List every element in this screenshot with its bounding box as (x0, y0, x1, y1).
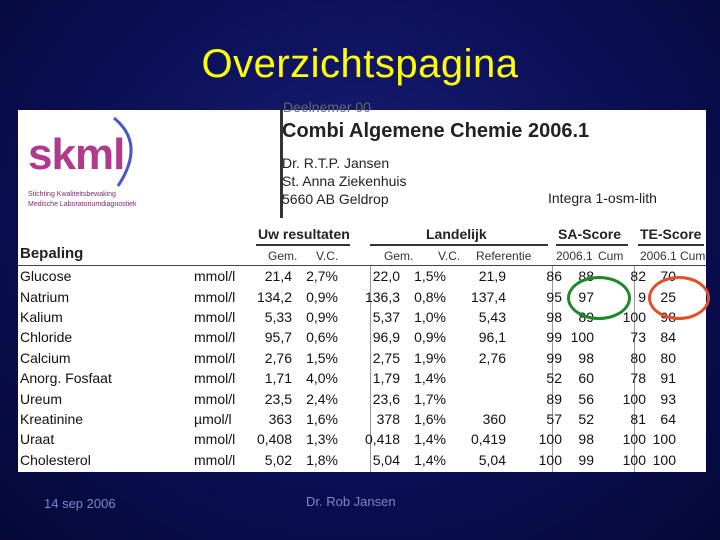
row-name: Chloride (20, 329, 73, 346)
row-unit: mmol/l (194, 390, 236, 407)
row-uw-gem: 0,408 (256, 431, 292, 448)
row-te-period: 81 (630, 410, 646, 427)
row-te-cum: 25 (660, 288, 676, 305)
row-sa-period: 98 (546, 308, 562, 325)
row-sa-cum: 99 (578, 451, 594, 468)
row-te-cum: 100 (652, 451, 676, 468)
row-name: Kreatinine (20, 410, 84, 427)
row-name: Ureum (20, 390, 63, 407)
row-name: Glucose (20, 268, 72, 285)
row-sa-period: 52 (546, 370, 562, 387)
table-row (20, 429, 676, 449)
logo-wordmark: skml (28, 130, 125, 179)
row-uw-gem: 363 (268, 410, 292, 427)
row-landelijk-vc: 1,0% (414, 308, 446, 325)
row-uw-gem: 1,71 (264, 370, 292, 387)
row-landelijk-vc: 0,8% (414, 288, 446, 305)
table-row (20, 348, 676, 368)
row-name: Calcium (20, 349, 71, 366)
row-referentie: 96,1 (478, 329, 506, 346)
row-sa-cum: 98 (578, 431, 594, 448)
row-landelijk-vc: 1,4% (414, 431, 446, 448)
row-landelijk-gem: 136,3 (364, 288, 400, 305)
row-te-period: 82 (630, 268, 646, 285)
row-sa-period: 86 (546, 268, 562, 285)
row-uw-vc: 1,6% (306, 410, 338, 427)
row-te-period: 9 (638, 288, 646, 305)
group-underline (370, 244, 548, 246)
row-referentie: 21,9 (478, 268, 506, 285)
row-sa-cum: 52 (578, 410, 594, 427)
row-uw-vc: 1,8% (306, 451, 338, 468)
row-te-period: 100 (622, 390, 646, 407)
row-name: Uraat (20, 431, 55, 448)
table-row (20, 388, 676, 408)
group-header-landelijk: Landelijk (426, 226, 487, 242)
row-name: Kalium (20, 308, 63, 325)
table-row (20, 368, 676, 388)
row-te-period: 78 (630, 370, 646, 387)
row-landelijk-gem: 0,418 (364, 431, 400, 448)
sa-score-highlight (567, 276, 631, 320)
slide-title: Overzichtspagina (201, 42, 519, 86)
row-unit: µmol/l (194, 410, 232, 427)
row-uw-vc: 0,9% (306, 308, 338, 325)
te-score-highlight (648, 276, 710, 320)
row-landelijk-gem: 23,6 (372, 390, 400, 407)
document-title: Combi Algemene Chemie 2006.1 (282, 120, 590, 142)
subheader-referentie: Referentie (476, 249, 532, 263)
row-referentie: 360 (482, 410, 506, 427)
result-sheet (18, 99, 706, 472)
row-name: Natrium (20, 288, 70, 305)
row-uw-vc: 0,6% (306, 329, 338, 346)
row-referentie (446, 388, 506, 408)
row-referentie: 2,76 (478, 349, 506, 366)
row-landelijk-vc: 1,9% (414, 349, 446, 366)
row-sa-cum: 97 (578, 288, 594, 305)
row-te-cum: 91 (660, 370, 676, 387)
row-te-cum: 84 (660, 329, 676, 346)
row-te-period: 100 (622, 451, 646, 468)
group-underline (256, 244, 350, 246)
row-sa-cum: 89 (578, 308, 594, 325)
row-te-period: 100 (622, 308, 646, 325)
row-unit: mmol/l (194, 431, 236, 448)
row-landelijk-vc: 1,4% (414, 451, 446, 468)
row-te-period: 73 (630, 329, 646, 346)
row-te-cum: 80 (660, 349, 676, 366)
cut-header-text: Deelnemer 00 (283, 99, 371, 115)
row-te-cum: 100 (652, 431, 676, 448)
row-referentie (446, 368, 506, 388)
row-name: Cholesterol (20, 451, 91, 468)
row-sa-period: 99 (546, 349, 562, 366)
logo-subtitle (28, 190, 178, 210)
row-landelijk-gem: 22,0 (372, 268, 400, 285)
row-sa-period: 57 (546, 410, 562, 427)
row-sa-cum: 60 (578, 370, 594, 387)
footer-date: 14 sep 2006 (44, 496, 116, 511)
row-uw-vc: 1,5% (306, 349, 338, 366)
row-landelijk-gem: 96,9 (372, 329, 400, 346)
row-referentie: 0,419 (470, 431, 506, 448)
row-te-cum: 70 (660, 268, 676, 285)
subheader-sa-period: 2006.1 (556, 249, 593, 263)
row-uw-gem: 21,4 (264, 268, 292, 285)
row-uw-vc: 2,4% (306, 390, 338, 407)
row-uw-vc: 4,0% (306, 370, 338, 387)
row-te-period: 80 (630, 349, 646, 366)
row-uw-gem: 134,2 (256, 288, 292, 305)
row-sa-period: 100 (538, 451, 562, 468)
subheader-sa-cum: Cum (598, 249, 624, 263)
row-name: Anorg. Fosfaat (20, 370, 112, 387)
group-header-te: TE-Score (640, 226, 702, 242)
row-landelijk-gem: 2,75 (372, 349, 400, 366)
row-referentie: 5,04 (478, 451, 506, 468)
row-referentie: 5,43 (478, 308, 506, 325)
address-line: Dr. R.T.P. Jansen (282, 155, 390, 171)
row-unit: mmol/l (194, 349, 236, 366)
analyzer-name: Integra 1-osm-lith (548, 190, 657, 206)
participant-address (282, 154, 407, 208)
row-uw-gem: 5,33 (264, 308, 292, 325)
row-referentie: 137,4 (470, 288, 506, 305)
row-te-cum: 93 (660, 390, 676, 407)
row-sa-period: 89 (546, 390, 562, 407)
skml-logo (22, 114, 162, 214)
row-landelijk-gem: 1,79 (372, 370, 400, 387)
row-sa-cum: 56 (578, 390, 594, 407)
row-te-cum: 98 (660, 308, 676, 325)
subheader-landelijk-gem: Gem. (384, 249, 414, 263)
row-unit: mmol/l (194, 268, 236, 285)
subheader-uw-vc: V.C. (316, 249, 339, 263)
subheader-te-period: 2006.1 (640, 249, 677, 263)
row-unit: mmol/l (194, 370, 236, 387)
row-landelijk-gem: 5,04 (372, 451, 400, 468)
logo-subtitle-line-1: Stichting Kwaliteitsbewaking (28, 191, 116, 198)
subheader-te-cum: Cum (680, 249, 706, 263)
row-landelijk-vc: 1,4% (414, 370, 446, 387)
row-landelijk-vc: 0,9% (414, 329, 446, 346)
row-te-period: 100 (622, 431, 646, 448)
address-line: 5660 AB Geldrop (282, 191, 389, 207)
row-sa-cum: 98 (578, 349, 594, 366)
address-line: St. Anna Ziekenhuis (282, 173, 407, 189)
group-header-sa: SA-Score (558, 226, 622, 242)
row-uw-gem: 23,5 (264, 390, 292, 407)
row-landelijk-gem: 378 (376, 410, 400, 427)
row-landelijk-vc: 1,5% (414, 268, 446, 285)
subheader-landelijk-vc: V.C. (438, 249, 461, 263)
group-underline (638, 244, 704, 246)
bepaling-header: Bepaling (20, 245, 84, 262)
row-uw-vc: 0,9% (306, 288, 338, 305)
subheader-uw-gem: Gem. (268, 249, 298, 263)
table-row (20, 450, 676, 470)
row-sa-period: 100 (538, 431, 562, 448)
row-uw-gem: 2,76 (264, 349, 292, 366)
row-sa-period: 95 (546, 288, 562, 305)
row-landelijk-gem: 5,37 (372, 308, 400, 325)
row-sa-cum: 88 (578, 268, 594, 285)
footer-author: Dr. Rob Jansen (306, 494, 396, 509)
row-sa-period: 99 (546, 329, 562, 346)
table-row (20, 409, 676, 429)
row-unit: mmol/l (194, 329, 236, 346)
group-header-uw: Uw resultaten (258, 226, 350, 242)
row-uw-vc: 2,7% (306, 268, 338, 285)
row-te-cum: 64 (660, 410, 676, 427)
row-uw-gem: 95,7 (264, 329, 292, 346)
group-underline (556, 244, 628, 246)
logo-subtitle-line-2: Medische Laboratoriumdiagnostiek (28, 201, 137, 208)
table-row (20, 327, 676, 347)
row-sa-cum: 100 (570, 329, 594, 346)
row-unit: mmol/l (194, 451, 236, 468)
row-unit: mmol/l (194, 308, 236, 325)
row-unit: mmol/l (194, 288, 236, 305)
row-landelijk-vc: 1,7% (414, 390, 446, 407)
row-uw-gem: 5,02 (264, 451, 292, 468)
row-landelijk-vc: 1,6% (414, 410, 446, 427)
row-uw-vc: 1,3% (306, 431, 338, 448)
